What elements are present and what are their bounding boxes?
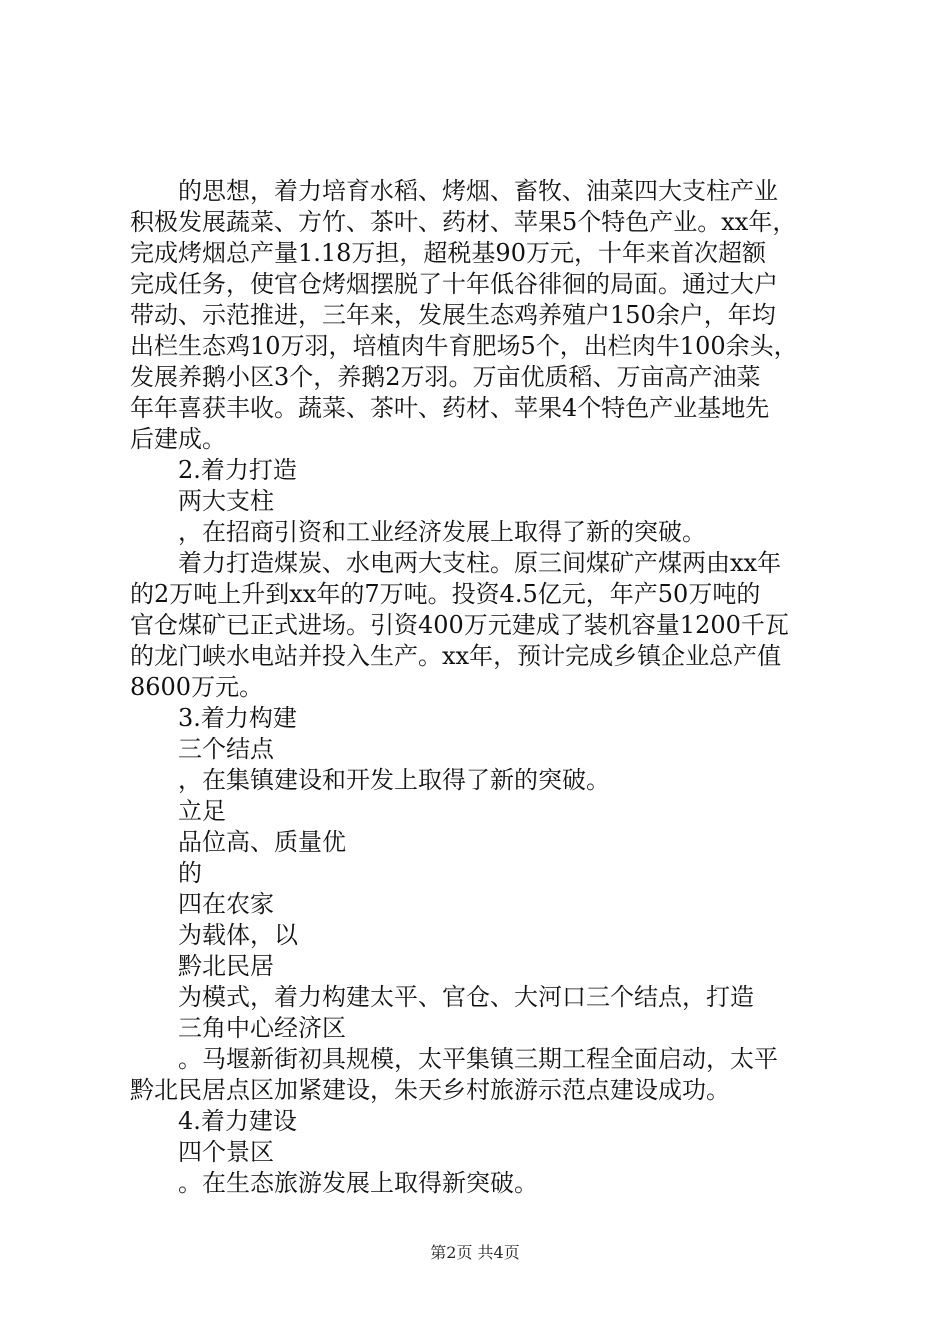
- text-line: 三角中心经济区: [178, 1014, 346, 1042]
- text-line: 的思想，着力培育水稻、烤烟、畜牧、油菜四大支柱产业: [178, 177, 778, 205]
- text-line: 的: [178, 859, 202, 887]
- text-line: 官仓煤矿已正式进场。引资400万元建成了装机容量1200千瓦: [130, 611, 789, 639]
- text-line: 带动、示范推进，三年来，发展生态鸡养殖户150余户，年均: [130, 301, 776, 329]
- text-line: 出栏生态鸡10万羽，培植肉牛育肥场5个，出栏肉牛100余头，: [130, 332, 798, 360]
- text-line: 黔北民居点区加紧建设，朱天乡村旅游示范点建设成功。: [130, 1076, 730, 1104]
- text-line: 。在生态旅游发展上取得新突破。: [178, 1169, 538, 1197]
- text-line: 2.着力打造: [178, 456, 297, 484]
- text-line: 年年喜获丰收。蔬菜、茶叶、药材、苹果4个特色产业基地先: [130, 394, 770, 422]
- text-line: ，在招商引资和工业经济发展上取得了新的突破。: [178, 518, 706, 546]
- text-line: 积极发展蔬菜、方竹、茶叶、药材、苹果5个特色产业。xx年，: [130, 208, 797, 236]
- text-line: 黔北民居: [178, 952, 274, 980]
- text-line: 品位高、质量优: [178, 828, 346, 856]
- text-line: 三个结点: [178, 735, 274, 763]
- document-body: [130, 176, 830, 1199]
- text-line: 8600万元。: [130, 673, 264, 701]
- text-line: 。马堰新街初具规模，太平集镇三期工程全面启动，太平: [178, 1045, 778, 1073]
- text-line: 的龙门峡水电站并投入生产。xx年，预计完成乡镇企业总产值: [130, 642, 782, 670]
- text-line: 为载体，以: [178, 921, 298, 949]
- text-line: 四在农家: [178, 890, 274, 918]
- page-footer: 第2页 共4页: [430, 1243, 520, 1262]
- text-line: 着力打造煤炭、水电两大支柱。原三间煤矿产煤两由xx年: [178, 549, 782, 577]
- text-line: 3.着力构建: [178, 704, 297, 732]
- text-line: 立足: [178, 797, 226, 825]
- text-line: 四个景区: [178, 1138, 274, 1166]
- text-line: 4.着力建设: [178, 1107, 297, 1135]
- text-line: 后建成。: [130, 425, 226, 453]
- text-line: 两大支柱: [178, 487, 274, 515]
- text-line: ，在集镇建设和开发上取得了新的突破。: [178, 766, 610, 794]
- text-line: 完成任务，使官仓烤烟摆脱了十年低谷徘徊的局面。通过大户: [130, 270, 778, 298]
- text-line: 为模式，着力构建太平、官仓、大河口三个结点，打造: [178, 983, 754, 1011]
- text-line: 的2万吨上升到xx年的7万吨。投资4.5亿元，年产50万吨的: [130, 580, 761, 608]
- text-line: 发展养鹅小区3个，养鹅2万羽。万亩优质稻、万亩高产油菜: [130, 363, 761, 391]
- text-line: 完成烤烟总产量1.18万担，超税基90万元，十年来首次超额: [130, 239, 766, 267]
